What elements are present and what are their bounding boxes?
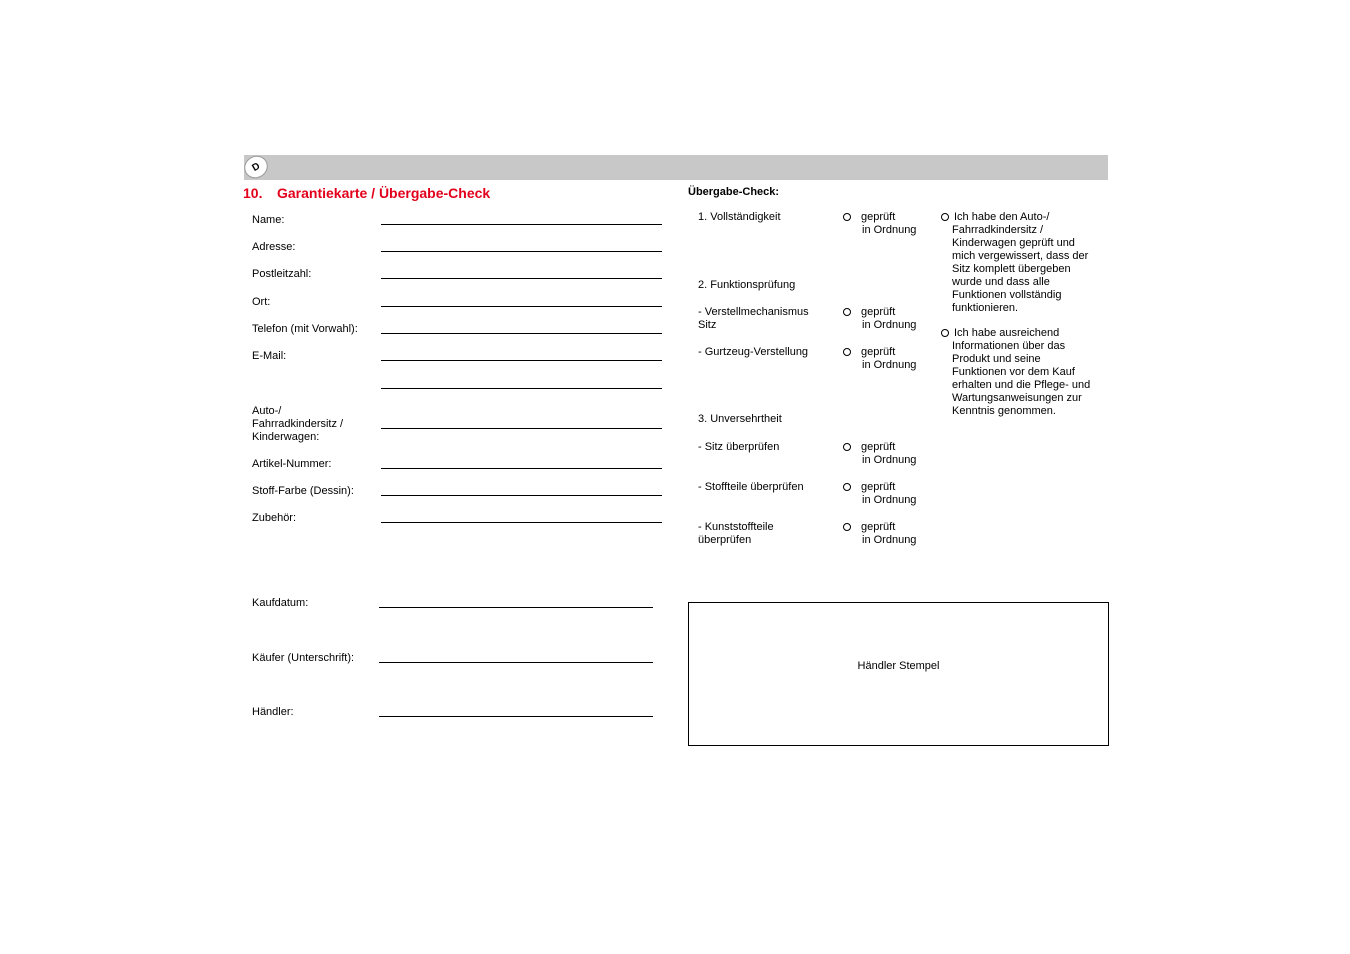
phone-label: Telefon (mit Vorwahl): bbox=[252, 323, 358, 335]
checkbox-fabric[interactable] bbox=[843, 483, 851, 491]
email-field[interactable] bbox=[381, 360, 662, 361]
buyer-signature-label: Käufer (Unterschrift): bbox=[252, 652, 355, 664]
purchase-date-field[interactable] bbox=[379, 607, 653, 608]
checkbox-seat[interactable] bbox=[843, 443, 851, 451]
status-fabric: geprüft in Ordnung bbox=[861, 481, 917, 506]
status-harness: geprüft in Ordnung bbox=[861, 346, 917, 371]
check-fabric: - Stoffteile überprüfen bbox=[698, 481, 804, 493]
article-number-field[interactable] bbox=[381, 468, 662, 469]
fabric-color-label: Stoff-Farbe (Dessin): bbox=[252, 485, 354, 497]
dealer-field[interactable] bbox=[379, 716, 653, 717]
check-plastic: - Kunststoffteile überprüfen bbox=[698, 521, 774, 546]
confirm-complete-text: Ich habe den Auto-/ Fahrradkindersitz / Kinderwagen geprüft und mich vergewissert, dass der Sitz komplett übergeben wurde und dass alle Funktionen vollständig funktionieren. bbox=[952, 211, 1089, 314]
section-title: Garantiekarte / Übergabe-Check bbox=[277, 185, 491, 201]
status-seat: geprüft in Ordnung bbox=[861, 441, 917, 466]
article-number-label: Artikel-Nummer: bbox=[252, 458, 332, 470]
header-bar bbox=[244, 155, 1108, 180]
checkbox-harness[interactable] bbox=[843, 348, 851, 356]
address-field[interactable] bbox=[381, 251, 662, 252]
checkbox-completeness[interactable] bbox=[843, 213, 851, 221]
name-label: Name: bbox=[252, 214, 285, 226]
check-integrity: 3. Unversehrtheit bbox=[698, 413, 782, 425]
postcode-field[interactable] bbox=[381, 278, 662, 279]
check-seat: - Sitz überprüfen bbox=[698, 441, 780, 453]
page-title bbox=[243, 185, 490, 201]
checkbox-confirm-complete[interactable] bbox=[941, 213, 949, 221]
checkbox-confirm-info[interactable] bbox=[941, 329, 949, 337]
status-plastic: geprüft in Ordnung bbox=[861, 521, 917, 546]
check-title: Übergabe-Check: bbox=[688, 186, 780, 198]
postcode-label: Postleitzahl: bbox=[252, 268, 312, 280]
dealer-label: Händler: bbox=[252, 706, 294, 718]
confirm-info-text: Ich habe ausreichend Informationen über das Produkt und seine Funktionen vor dem Kauf erhalten und die Pflege- und Wartungsanweisungen zur Kenntnis genommen. bbox=[952, 327, 1091, 417]
check-harness: - Gurtzeug-Verstellung bbox=[698, 346, 809, 358]
purchase-date-label: Kaufdatum: bbox=[252, 597, 309, 609]
check-completeness: 1. Vollständigkeit bbox=[698, 211, 781, 223]
email-label: E-Mail: bbox=[252, 350, 287, 362]
accessories-label: Zubehör: bbox=[252, 512, 297, 524]
city-field[interactable] bbox=[381, 306, 662, 307]
status-completeness: geprüft in Ordnung bbox=[861, 211, 917, 236]
name-field[interactable] bbox=[381, 224, 662, 225]
fabric-color-field[interactable] bbox=[381, 495, 662, 496]
buyer-signature-field[interactable] bbox=[379, 662, 653, 663]
checkbox-plastic[interactable] bbox=[843, 523, 851, 531]
checkbox-adjust[interactable] bbox=[843, 308, 851, 316]
email-field-extra[interactable] bbox=[381, 388, 662, 389]
city-label: Ort: bbox=[252, 296, 271, 308]
product-label: Auto-/ Fahrradkindersitz / Kinderwagen: bbox=[252, 405, 344, 443]
dealer-stamp-label: Händler Stempel bbox=[857, 660, 940, 672]
dealer-stamp-box bbox=[688, 602, 1109, 746]
product-field[interactable] bbox=[381, 428, 662, 429]
phone-field[interactable] bbox=[381, 333, 662, 334]
accessories-field[interactable] bbox=[381, 522, 662, 523]
section-number: 10. bbox=[243, 185, 263, 201]
address-label: Adresse: bbox=[252, 241, 296, 253]
check-adjust: - Verstellmechanismus Sitz bbox=[698, 306, 809, 331]
language-badge: D bbox=[240, 151, 272, 182]
status-adjust: geprüft in Ordnung bbox=[861, 306, 917, 331]
check-function: 2. Funktionsprüfung bbox=[698, 279, 796, 291]
